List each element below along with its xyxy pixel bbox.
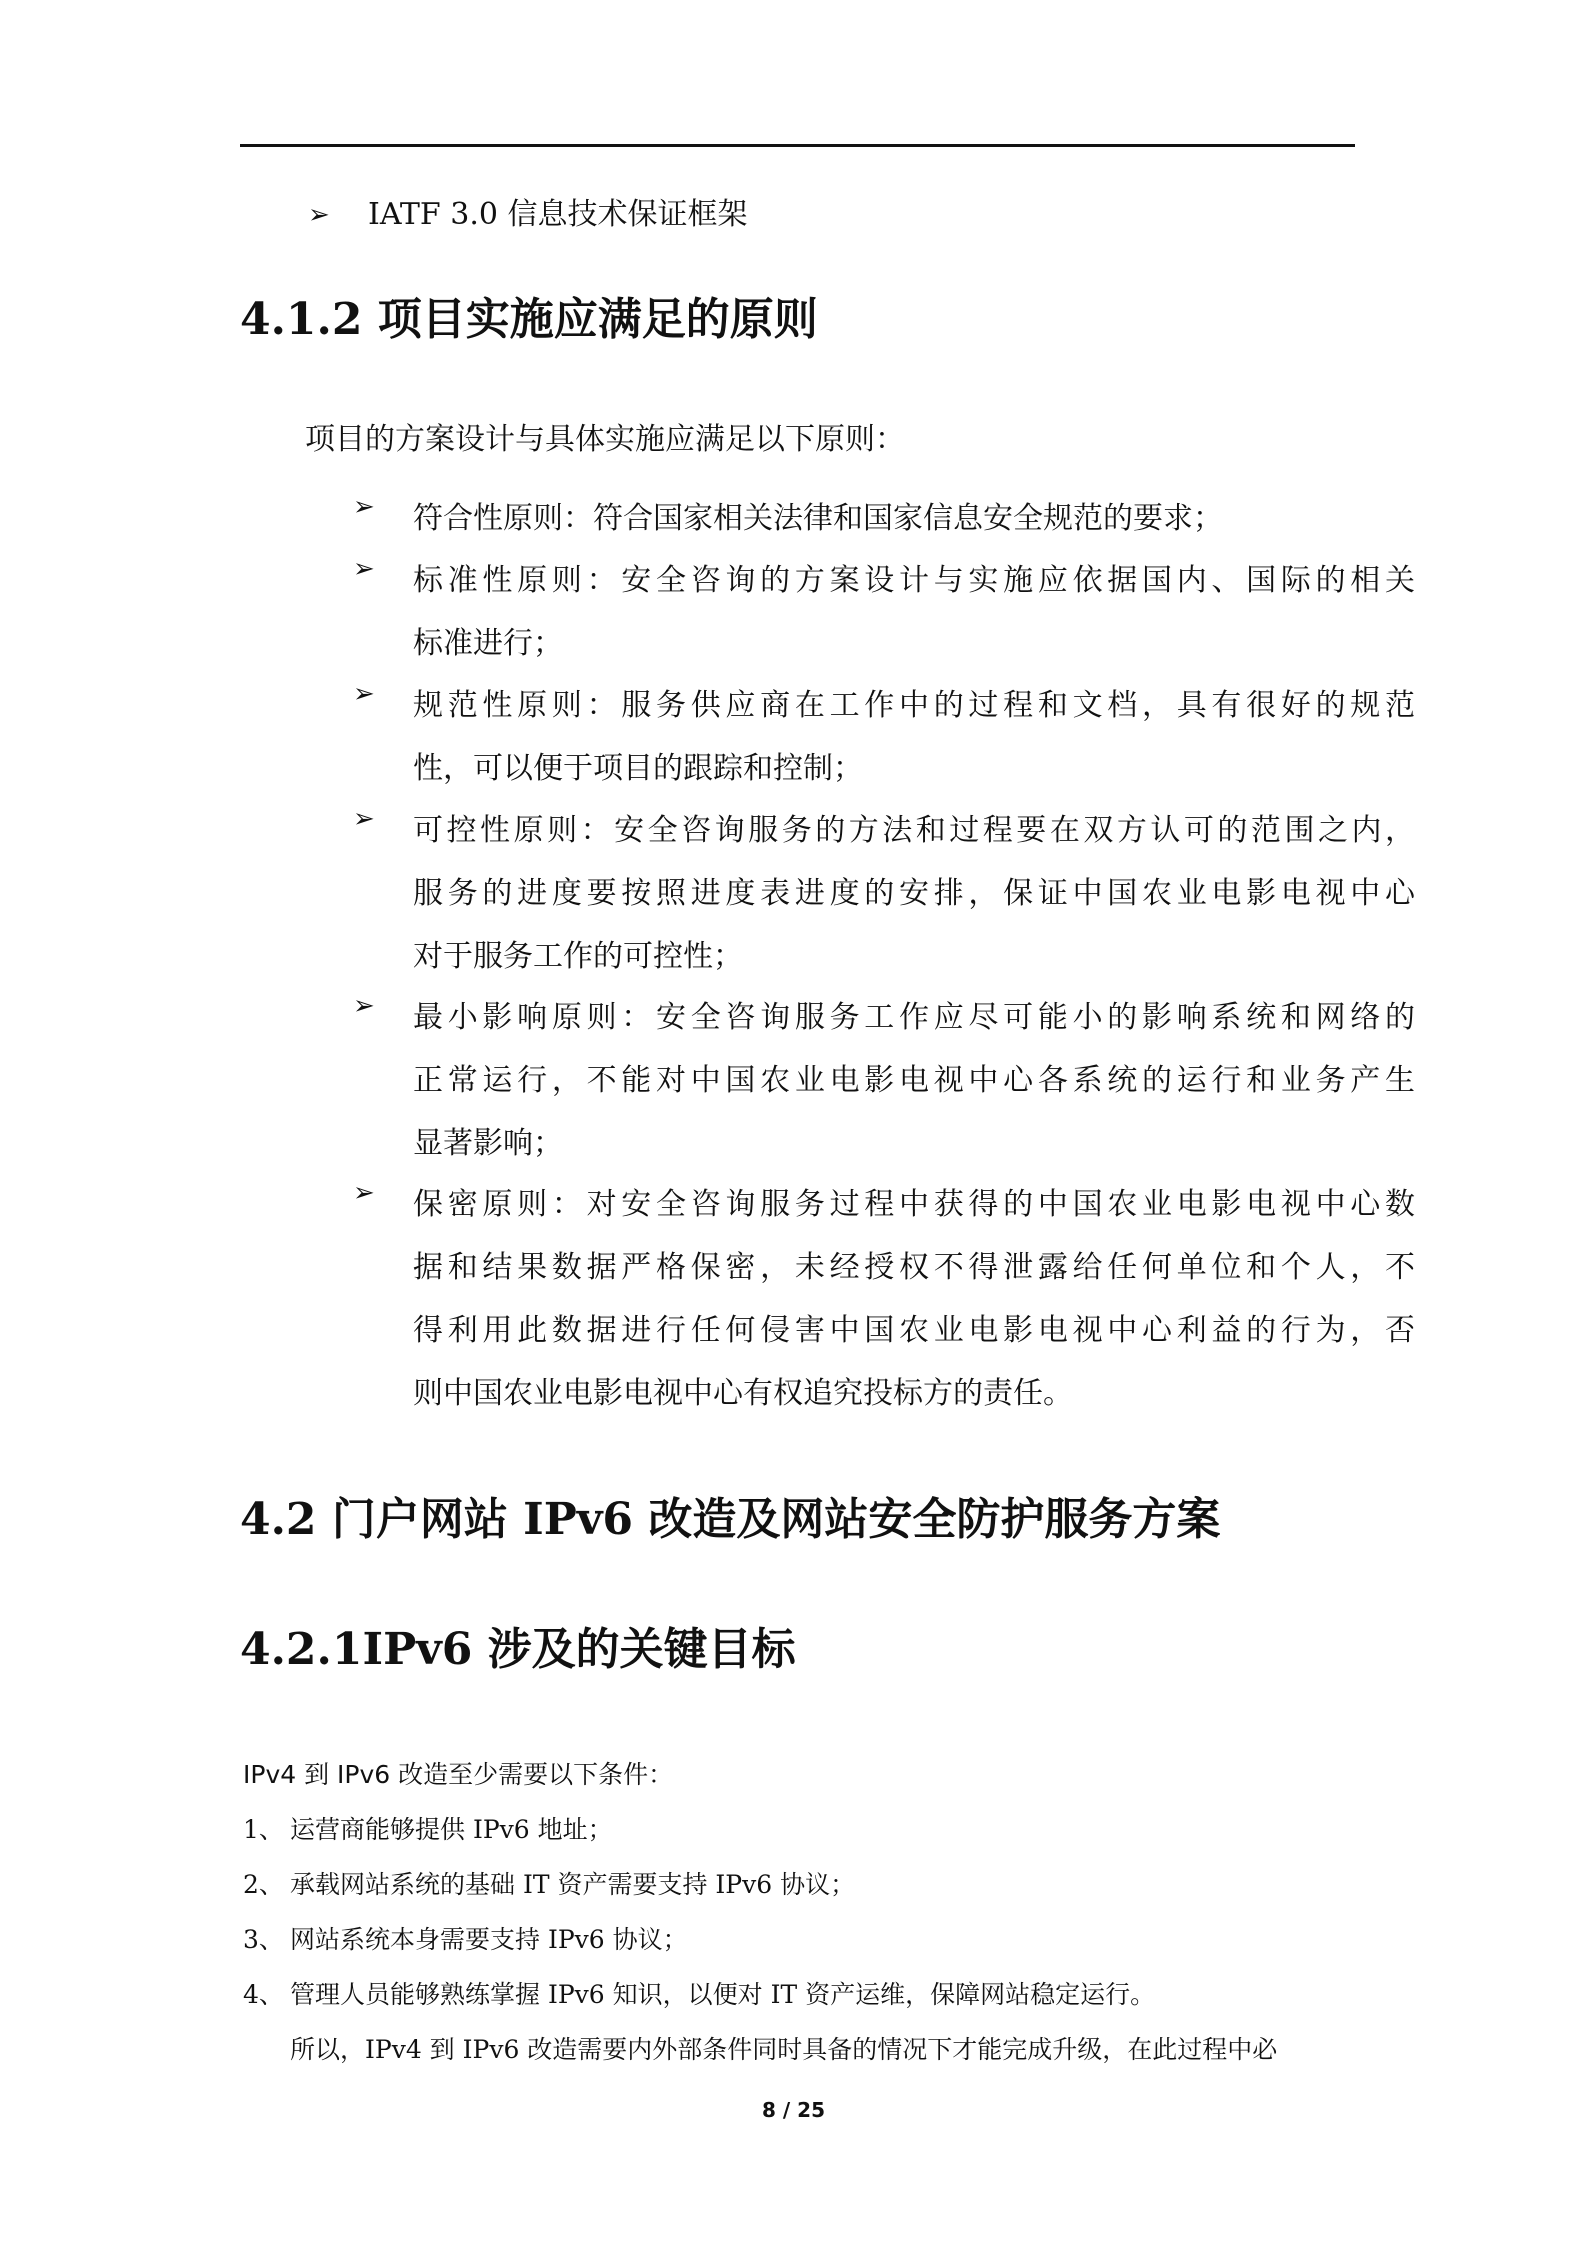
principle-line: 正常运行，不能对中国农业电影电视中心各系统的运行和业务产生 [413, 1063, 1415, 1098]
condition-item: 网站系统本身需要支持 IPv6 协议； [290, 1925, 688, 1954]
header-rule [240, 144, 1355, 147]
list-number: 2、 [243, 1870, 284, 1899]
bullet-iatf: IATF 3.0 信息技术保证框架 [368, 197, 748, 232]
principle-line: 最小影响原则：安全咨询服务工作应尽可能小的影响系统和网络的 [413, 1000, 1415, 1035]
principle-line: 显著影响； [413, 1126, 563, 1161]
principle-line: 对于服务工作的可控性； [413, 939, 743, 974]
principle-line: 规范性原则：服务供应商在工作中的过程和文档，具有很好的规范 [413, 688, 1415, 723]
section-heading-4-2: 4.2 门户网站 IPv6 改造及网站安全防护服务方案 [240, 1494, 1221, 1545]
section-heading-4-2-1: 4.2.1IPv6 涉及的关键目标 [240, 1624, 796, 1675]
closing-paragraph: 所以，IPv4 到 IPv6 改造需要内外部条件同时具备的情况下才能完成升级，在此过程中必 [290, 2035, 1278, 2064]
condition-item: 承载网站系统的基础 IT 资产需要支持 IPv6 协议； [290, 1870, 856, 1899]
bullet-arrow-icon: ➢ [353, 679, 375, 709]
bullet-arrow-icon: ➢ [353, 492, 375, 522]
principle-line: 服务的进度要按照进度表进度的安排，保证中国农业电影电视中心 [413, 876, 1415, 911]
list-number: 1、 [243, 1815, 284, 1844]
bullet-arrow-icon: ➢ [353, 554, 375, 584]
principle-line: 标准进行； [413, 626, 563, 661]
condition-item: 运营商能够提供 IPv6 地址； [290, 1815, 613, 1844]
principles-intro: 项目的方案设计与具体实施应满足以下原则： [305, 422, 905, 457]
bullet-arrow-icon: ➢ [353, 1178, 375, 1208]
bullet-arrow-icon: ➢ [353, 804, 375, 834]
section-heading-4-1-2: 4.1.2 项目实施应满足的原则 [240, 294, 818, 345]
bullet-arrow-icon: ➢ [353, 991, 375, 1021]
principle-line: 可控性原则：安全咨询服务的方法和过程要在双方认可的范围之内， [413, 813, 1415, 848]
bullet-arrow-icon: ➢ [308, 200, 330, 230]
conditions-intro: IPv4 到 IPv6 改造至少需要以下条件： [243, 1760, 674, 1789]
condition-item: 管理人员能够熟练掌握 IPv6 知识，以便对 IT 资产运维，保障网站稳定运行。 [290, 1980, 1156, 2009]
principle-line: 得利用此数据进行任何侵害中国农业电影电视中心利益的行为，否 [413, 1313, 1415, 1348]
principle-line: 标准性原则：安全咨询的方案设计与实施应依据国内、国际的相关 [413, 563, 1415, 598]
page-number: 8 / 25 [762, 2098, 825, 2122]
principle-line: 据和结果数据严格保密，未经授权不得泄露给任何单位和个人，不 [413, 1250, 1415, 1285]
principle-line: 性，可以便于项目的跟踪和控制； [413, 751, 863, 786]
principle-line: 则中国农业电影电视中心有权追究投标方的责任。 [413, 1376, 1073, 1411]
principle-line: 保密原则：对安全咨询服务过程中获得的中国农业电影电视中心数 [413, 1187, 1415, 1222]
list-number: 3、 [243, 1925, 284, 1954]
principle-line: 符合性原则：符合国家相关法律和国家信息安全规范的要求； [413, 501, 1223, 536]
list-number: 4、 [243, 1980, 284, 2009]
